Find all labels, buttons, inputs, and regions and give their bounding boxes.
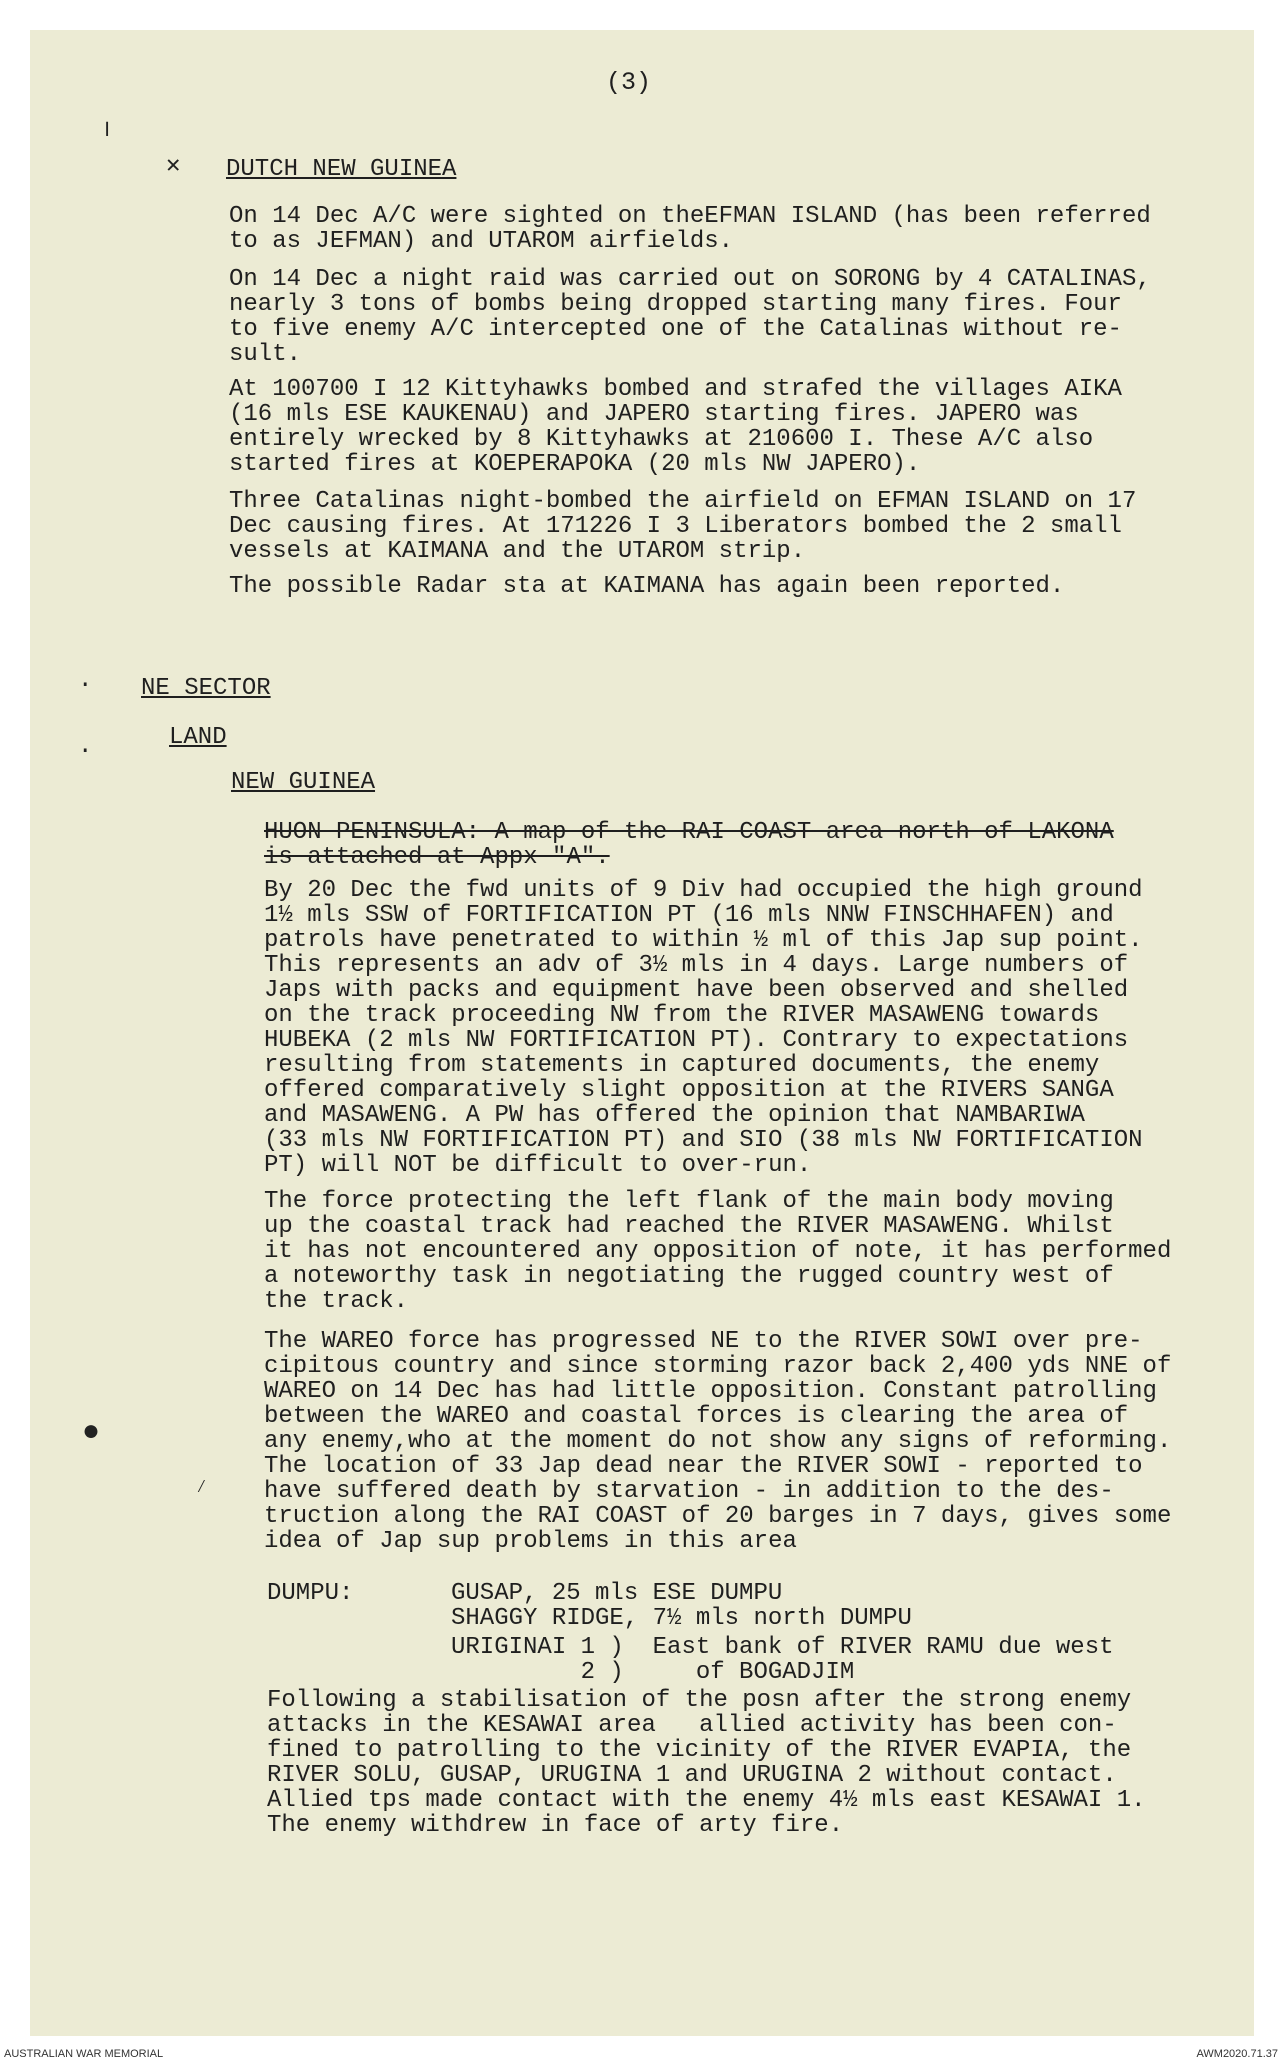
text-line: truction along the RAI COAST of 20 barges in 7 days, gives some bbox=[264, 1503, 1172, 1530]
text-line: The possible Radar sta at KAIMANA has again been reported. bbox=[229, 573, 1065, 600]
margin-mark: · bbox=[78, 672, 93, 699]
text-line: 1½ mls SSW of FORTIFICATION PT (16 mls NNW FINSCHHAFEN) and bbox=[264, 902, 1114, 929]
text-line: vessels at KAIMANA and the UTAROM strip. bbox=[229, 538, 806, 565]
text-line: to five enemy A/C intercepted one of the Catalinas without re- bbox=[229, 316, 1122, 343]
footer-reference: AWM2020.71.37 bbox=[1196, 2048, 1278, 2060]
text-line: between the WAREO and coastal forces is clearing the area of bbox=[264, 1403, 1129, 1430]
text-line: Allied tps made contact with the enemy 4½ mls east KESAWAI 1. bbox=[267, 1787, 1146, 1814]
text-line: it has not encountered any opposition of note, it has performed bbox=[264, 1238, 1172, 1265]
text-line: By 20 Dec the fwd units of 9 Div had occupied the high ground bbox=[264, 877, 1143, 904]
text-line: have suffered death by starvation - in addition to the des- bbox=[264, 1478, 1114, 1505]
pencil-mark: ⁄ bbox=[196, 1478, 207, 1498]
text-line: WAREO on 14 Dec has had little opposition. Constant patrolling bbox=[264, 1378, 1157, 1405]
text-line: the track. bbox=[264, 1288, 409, 1315]
text-line: patrols have penetrated to within ½ ml of this Jap sup point. bbox=[264, 927, 1143, 954]
text-line: Following a stabilisation of the posn after the strong enemy bbox=[267, 1687, 1132, 1714]
text-line: On 14 Dec A/C were sighted on theEFMAN ISLAND (has been referred bbox=[229, 203, 1151, 230]
text-line: fined to patrolling to the vicinity of the RIVER EVAPIA, the bbox=[267, 1737, 1132, 1764]
struck-line: is attached at Appx "A". bbox=[264, 844, 610, 871]
text-line: (16 mls ESE KAUKENAU) and JAPERO starting fires. JAPERO was bbox=[229, 401, 1079, 428]
text-line: cipitous country and since storming razor back 2,400 yds NNE of bbox=[264, 1353, 1172, 1380]
page-number: (3) bbox=[606, 68, 652, 97]
text-line: a noteworthy task in negotiating the rugged country west of bbox=[264, 1263, 1114, 1290]
text-line: nearly 3 tons of bombs being dropped starting many fires. Four bbox=[229, 291, 1122, 318]
text-line: The enemy withdrew in face of arty fire. bbox=[267, 1812, 844, 1839]
text-line: (33 mls NW FORTIFICATION PT) and SIO (38 mls NW FORTIFICATION bbox=[264, 1127, 1143, 1154]
text-line: entirely wrecked by 8 Kittyhawks at 210600 I. These A/C also bbox=[229, 426, 1094, 453]
text-line: sult. bbox=[229, 341, 302, 368]
text-line: any enemy,who at the moment do not show any signs of reforming. bbox=[264, 1428, 1172, 1455]
text-line: This represents an adv of 3½ mls in 4 days. Large numbers of bbox=[264, 952, 1129, 979]
margin-mark: · bbox=[78, 738, 93, 765]
text-line: and MASAWENG. A PW has offered the opinion that NAMBARIWA bbox=[264, 1102, 1085, 1129]
text-line: At 100700 I 12 Kittyhawks bombed and strafed the villages AIKA bbox=[229, 376, 1122, 403]
text-line: PT) will NOT be difficult to over-run. bbox=[264, 1152, 812, 1179]
text-line: offered comparatively slight opposition at the RIVERS SANGA bbox=[264, 1077, 1114, 1104]
text-line: GUSAP, 25 mls ESE DUMPU bbox=[451, 1580, 783, 1607]
heading-ne-sector: NE SECTOR bbox=[141, 675, 271, 702]
margin-mark: ╷ bbox=[100, 111, 115, 138]
footer-source: AUSTRALIAN WAR MEMORIAL bbox=[4, 2048, 164, 2060]
text-line: HUBEKA (2 mls NW FORTIFICATION PT). Contrary to expectations bbox=[264, 1027, 1129, 1054]
text-line: on the track proceeding NW from the RIVER MASAWENG towards bbox=[264, 1002, 1100, 1029]
text-line: resulting from statements in captured documents, the enemy bbox=[264, 1052, 1100, 1079]
margin-mark: ✕ bbox=[166, 153, 181, 180]
dumpu-label: DUMPU: bbox=[267, 1580, 354, 1607]
text-line: The location of 33 Jap dead near the RIVER SOWI - reported to bbox=[264, 1453, 1143, 1480]
text-line: URIGINAI 1 ) East bank of RIVER RAMU due west bbox=[451, 1634, 1114, 1661]
text-line: attacks in the KESAWAI area allied activity has been con- bbox=[267, 1712, 1117, 1739]
heading-dutch-new-guinea: DUTCH NEW GUINEA bbox=[226, 156, 457, 183]
text-line: The WAREO force has progressed NE to the RIVER SOWI over pre- bbox=[264, 1328, 1143, 1355]
text-line: started fires at KOEPERAPOKA (20 mls NW JAPERO). bbox=[229, 451, 921, 478]
text-line: Three Catalinas night-bombed the airfield on EFMAN ISLAND on 17 bbox=[229, 488, 1137, 515]
text-line: to as JEFMAN) and UTAROM airfields. bbox=[229, 228, 734, 255]
ink-blot: ● bbox=[82, 1416, 101, 1450]
text-line: The force protecting the left flank of the main body moving bbox=[264, 1188, 1114, 1215]
text-line: up the coastal track had reached the RIVER MASAWENG. Whilst bbox=[264, 1213, 1114, 1240]
text-line: RIVER SOLU, GUSAP, URUGINA 1 and URUGINA 2 without contact. bbox=[267, 1762, 1117, 1789]
text-line: 2 ) of BOGADJIM bbox=[451, 1659, 855, 1686]
text-line: Japs with packs and equipment have been observed and shelled bbox=[264, 977, 1129, 1004]
heading-new-guinea: NEW GUINEA bbox=[231, 769, 376, 796]
heading-land: LAND bbox=[169, 724, 227, 751]
text-line: On 14 Dec a night raid was carried out on SORONG by 4 CATALINAS, bbox=[229, 266, 1151, 293]
struck-line: HUON PENINSULA: A map of the RAI COAST area north of LAKONA bbox=[264, 819, 1114, 846]
text-line: SHAGGY RIDGE, 7½ mls north DUMPU bbox=[451, 1605, 912, 1632]
text-line: Dec causing fires. At 171226 I 3 Liberators bombed the 2 small bbox=[229, 513, 1122, 540]
text-line: idea of Jap sup problems in this area bbox=[264, 1528, 797, 1555]
